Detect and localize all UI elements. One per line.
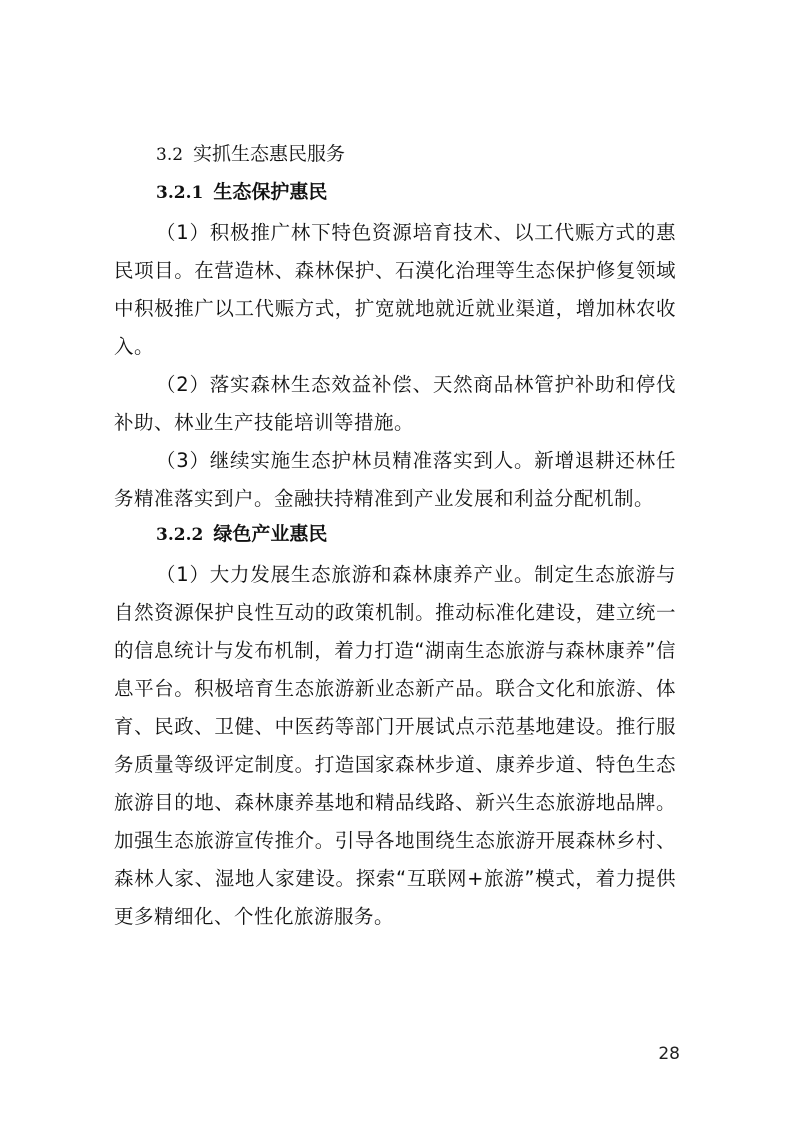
subsection-title-text: 绿色产业惠民 xyxy=(213,523,328,545)
section-title-text: 实抓生态惠民服务 xyxy=(193,143,346,165)
paragraph-2: （2）落实森林生态效益补偿、天然商品林管护补助和停伐补助、林业生产技能培训等措施。 xyxy=(114,373,676,434)
subsection-heading-2 xyxy=(114,518,676,550)
subsection-number: 3.2.1 xyxy=(156,183,204,203)
paragraph-1: （1）积极推广林下特色资源培育技术、以工代赈方式的惠民项目。在营造林、森林保护、石漠化治理等生态保护修复领域中积极推广以工代赈方式，扩宽就地就近就业渠道，增加林农收入。 xyxy=(114,221,676,358)
section-heading xyxy=(114,138,676,170)
page-content xyxy=(114,138,676,936)
subsection-number: 3.2.2 xyxy=(156,525,204,545)
paragraph-3: （3）继续实施生态护林员精准落实到人。新增退耕还林任务精准落实到户。金融扶持精准到产业发展和利益分配机制。 xyxy=(114,449,676,510)
subsection-title-text: 生态保护惠民 xyxy=(213,181,328,203)
section-number: 3.2 xyxy=(156,145,184,165)
page-number: 28 xyxy=(658,1044,680,1064)
paragraph-4: （1）大力发展生态旅游和森林康养产业。制定生态旅游与自然资源保护良性互动的政策机制。推动标准化建设，建立统一的信息统计与发布机制，着力打造“湖南生态旅游与森林康养”信息平台。积极培育生态旅游新业态新产品。联合文化和旅游、体育、民政、卫健、中医药等部门开展试点示范基地建设。推行服务质量等级评定制度。打造国家森林步道、康养步道、特色生态旅游目的地、森林康养基地和精品线路、新兴生态旅游地品牌。加强生态旅游宣传推介。引导各地围绕生态旅游开展森林乡村、森林人家、湿地人家建设。探索“互联网+旅游”模式，着力提供更多精细化、个性化旅游服务。 xyxy=(114,563,676,928)
subsection-heading-1 xyxy=(114,176,676,208)
